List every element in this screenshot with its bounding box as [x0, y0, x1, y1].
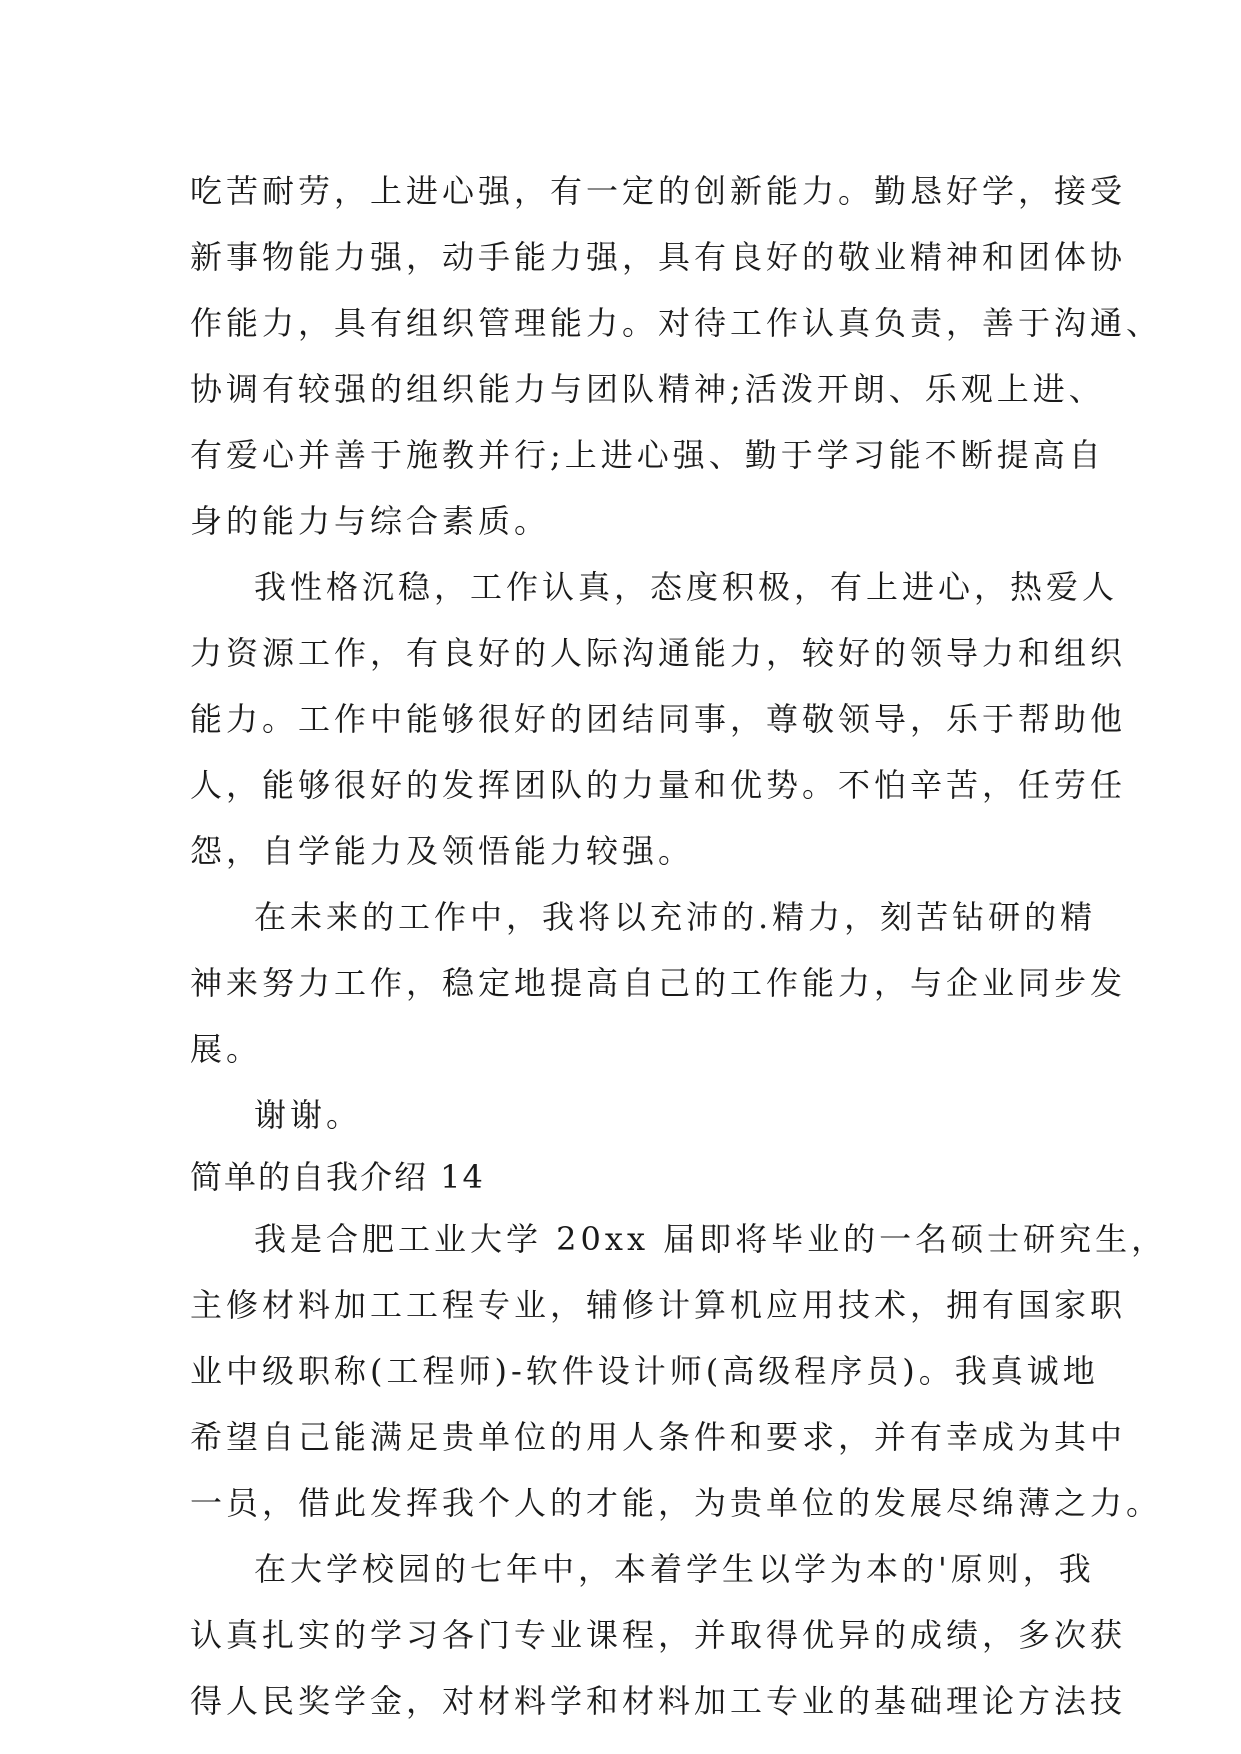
text-line: 人，能够很好的发挥团队的力量和优势。不怕辛苦，任劳任	[190, 766, 1127, 804]
heading-text: 简单的自我介绍 14	[190, 1158, 485, 1196]
text-line: 怨，自学能力及领悟能力较强。	[190, 832, 695, 870]
text-line: 认真扎实的学习各门专业课程，并取得优异的成绩，多次获	[190, 1616, 1127, 1654]
text-line: 作能力，具有组织管理能力。对待工作认真负责，善于沟通、	[190, 304, 1163, 342]
text-line: 能力。工作中能够很好的团结同事，尊敬领导，乐于帮助他	[190, 700, 1127, 738]
text-line: 新事物能力强，动手能力强，具有良好的敬业精神和团体协	[190, 238, 1127, 276]
text-line: 得人民奖学金，对材料学和材料加工专业的基础理论方法技	[190, 1682, 1127, 1720]
text-line: 我性格沉稳，工作认真，态度积极，有上进心，热爱人	[254, 568, 1119, 606]
text-line: 主修材料加工工程专业，辅修计算机应用技术，拥有国家职	[190, 1286, 1127, 1324]
text-line: 吃苦耐劳，上进心强，有一定的创新能力。勤恳好学，接受	[190, 172, 1127, 210]
text-line: 希望自己能满足贵单位的用人条件和要求，并有幸成为其中	[190, 1418, 1127, 1456]
text-line: 神来努力工作，稳定地提高自己的工作能力，与企业同步发	[190, 964, 1127, 1002]
paragraph	[190, 1536, 1127, 1734]
text-line: 谢谢。	[254, 1096, 363, 1134]
text-line: 在大学校园的七年中，本着学生以学为本的'原则，我	[254, 1550, 1095, 1588]
text-line: 协调有较强的组织能力与团队精神;活泼开朗、乐观上进、	[190, 370, 1105, 408]
paragraph	[190, 884, 1127, 1082]
text-line: 展。	[190, 1030, 263, 1068]
text-line: 我是合肥工业大学 20xx 届即将毕业的一名硕士研究生，	[254, 1220, 1168, 1258]
paragraph	[190, 554, 1127, 884]
text-line: 业中级职称(工程师)-软件设计师(高级程序员)。我真诚地	[190, 1352, 1099, 1390]
text-line: 在未来的工作中，我将以充沛的.精力，刻苦钻研的精	[254, 898, 1097, 936]
document-body	[190, 158, 1168, 1734]
text-line: 力资源工作，有良好的人际沟通能力，较好的领导力和组织	[190, 634, 1127, 672]
text-line: 有爱心并善于施教并行;上进心强、勤于学习能不断提高自	[190, 436, 1105, 474]
paragraph	[190, 1206, 1168, 1536]
section-heading	[190, 1148, 1070, 1206]
text-line: 一员，借此发挥我个人的才能，为贵单位的发展尽绵薄之力。	[190, 1484, 1163, 1522]
text-line: 身的能力与综合素质。	[190, 502, 551, 540]
paragraph	[190, 1082, 1070, 1148]
paragraph	[190, 158, 1163, 554]
